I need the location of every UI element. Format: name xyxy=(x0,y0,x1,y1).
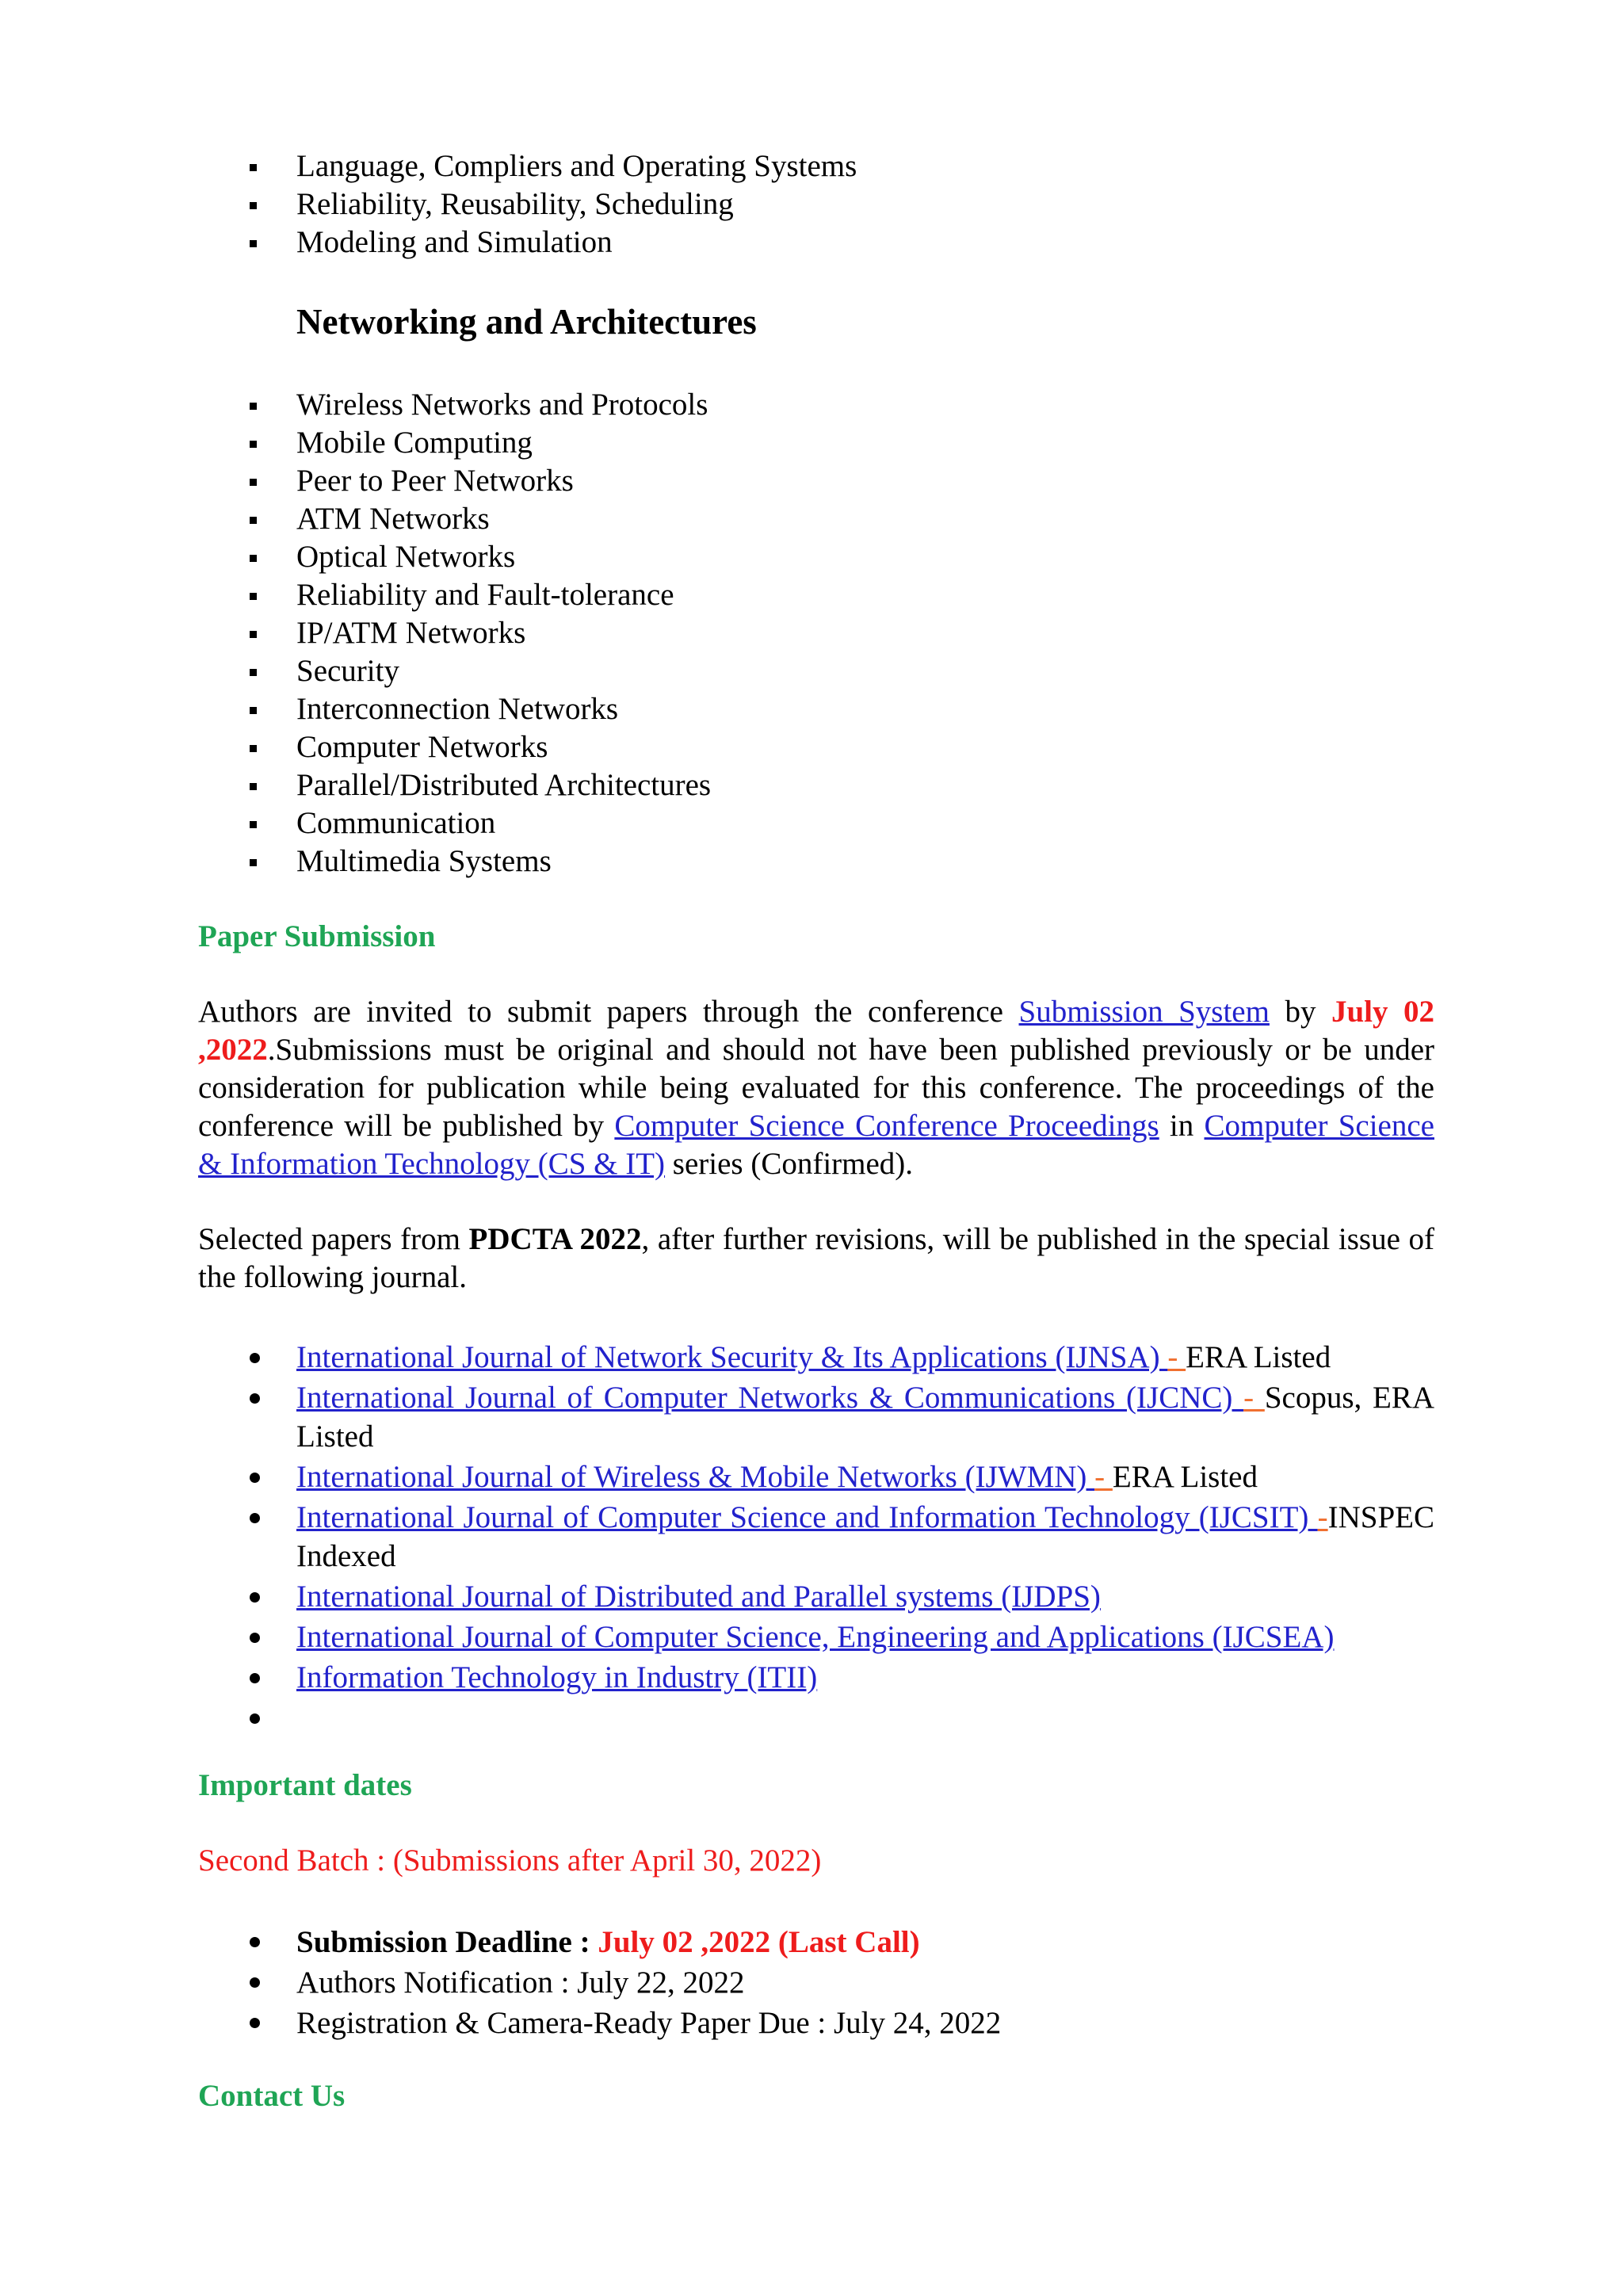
topic-item: Multimedia Systems xyxy=(198,842,1434,881)
journal-dash: - xyxy=(1094,1460,1113,1494)
journal-item xyxy=(198,1338,1434,1377)
journal-suffix: INSPEC Indexed xyxy=(296,1500,1434,1573)
topic-item: Parallel/Distributed Architectures xyxy=(198,766,1434,804)
topic-item: IP/ATM Networks xyxy=(198,614,1434,652)
journal-dash: - xyxy=(1317,1500,1328,1534)
networking-heading: Networking and Architectures xyxy=(296,302,757,342)
topic-item: Peer to Peer Networks xyxy=(198,462,1434,500)
topic-item: ATM Networks xyxy=(198,500,1434,538)
date-item: Registration & Camera-Ready Paper Due : July 24, 2022 xyxy=(198,2003,1434,2043)
paragraph-text: series (Confirmed). xyxy=(665,1147,914,1181)
submission-paragraph xyxy=(198,993,1434,1183)
journals-block xyxy=(198,1338,1434,1737)
selected-papers-paragraph xyxy=(198,1221,1434,1297)
journals-list xyxy=(198,1338,1434,1737)
csit-series-link[interactable]: Computer Science & Information Technology (CS & IT) xyxy=(198,1109,1434,1181)
journal-item xyxy=(198,1618,1434,1656)
submission-date: July 02 ,2022 xyxy=(198,995,1435,1067)
paragraph-text: Authors are invited to submit papers through the conference xyxy=(198,995,1019,1029)
topics-list-top-block xyxy=(198,147,1434,262)
contact-heading: Contact Us xyxy=(198,2079,346,2113)
journal-link[interactable]: International Journal of Distributed and Parallel systems (IJDPS) xyxy=(296,1580,1101,1614)
journal-item xyxy=(198,1457,1434,1496)
journal-item xyxy=(198,1378,1434,1456)
journal-link[interactable]: International Journal of Wireless & Mobile Networks (IJWMN) xyxy=(296,1460,1095,1494)
paragraph-text: , after further revisions, will be published in the special issue of the following journal. xyxy=(198,1222,1434,1294)
topics-list-top xyxy=(198,147,1434,262)
paragraph-text: in xyxy=(1159,1109,1205,1143)
proceedings-link[interactable]: Computer Science Conference Proceedings xyxy=(614,1109,1159,1143)
journal-link[interactable]: Information Technology in Industry (ITII) xyxy=(296,1660,818,1694)
topic-item: Communication xyxy=(198,804,1434,842)
journal-link[interactable]: International Journal of Computer Science and Information Technology (IJCSIT) xyxy=(296,1500,1318,1534)
dates-block xyxy=(198,1922,1434,2043)
topic-item: Mobile Computing xyxy=(198,424,1434,462)
journal-dash: - xyxy=(1167,1340,1186,1374)
paragraph-text: by xyxy=(1269,995,1331,1029)
paragraph-text: Selected papers from xyxy=(198,1222,469,1256)
deadline-value: July 02 ,2022 (Last Call) xyxy=(598,1925,920,1959)
journal-suffix: Scopus, ERA Listed xyxy=(296,1381,1434,1454)
topic-item: Modeling and Simulation xyxy=(198,223,1434,262)
topic-item: Interconnection Networks xyxy=(198,690,1434,728)
journal-item xyxy=(198,1658,1434,1697)
paper-submission-heading: Paper Submission xyxy=(198,919,436,953)
deadline-label: Submission Deadline : xyxy=(296,1925,598,1959)
second-batch-label: Second Batch : (Submissions after April 30, 2022) xyxy=(198,1843,822,1878)
topic-item: Security xyxy=(198,652,1434,690)
journal-suffix: ERA Listed xyxy=(1112,1460,1258,1494)
journal-link[interactable]: International Journal of Computer Science, Engineering and Applications (IJCSEA) xyxy=(296,1620,1335,1654)
topic-item: Optical Networks xyxy=(198,538,1434,576)
journal-item-empty xyxy=(198,1698,1434,1737)
topic-item: Wireless Networks and Protocols xyxy=(198,386,1434,424)
important-dates-heading: Important dates xyxy=(198,1768,412,1802)
topic-item: Reliability, Reusability, Scheduling xyxy=(198,185,1434,223)
journal-suffix: ERA Listed xyxy=(1186,1340,1331,1374)
conference-name: PDCTA 2022 xyxy=(468,1222,642,1256)
date-item xyxy=(198,1922,1434,1962)
topic-item: Computer Networks xyxy=(198,728,1434,766)
journal-link[interactable]: International Journal of Computer Networks & Communications (IJCNC) xyxy=(296,1381,1244,1415)
submission-system-link[interactable]: Submission System xyxy=(1018,995,1270,1029)
topic-item: Reliability and Fault-tolerance xyxy=(198,576,1434,614)
networking-topics-block xyxy=(198,386,1434,881)
journal-item xyxy=(198,1577,1434,1616)
journal-item xyxy=(198,1498,1434,1576)
journal-link[interactable]: International Journal of Network Security & Its Applications (IJNSA) xyxy=(296,1340,1168,1374)
journal-dash: - xyxy=(1243,1381,1265,1415)
dates-list xyxy=(198,1922,1434,2043)
paragraph-text: .Submissions must be original and should not have been published previously or be under consideration for publication while being evaluated for this conference. The proceedings of the conference will be published by xyxy=(198,1033,1434,1143)
networking-topics-list xyxy=(198,386,1434,881)
topic-item: Language, Compliers and Operating Systems xyxy=(198,147,1434,185)
date-item: Authors Notification : July 22, 2022 xyxy=(198,1962,1434,2003)
